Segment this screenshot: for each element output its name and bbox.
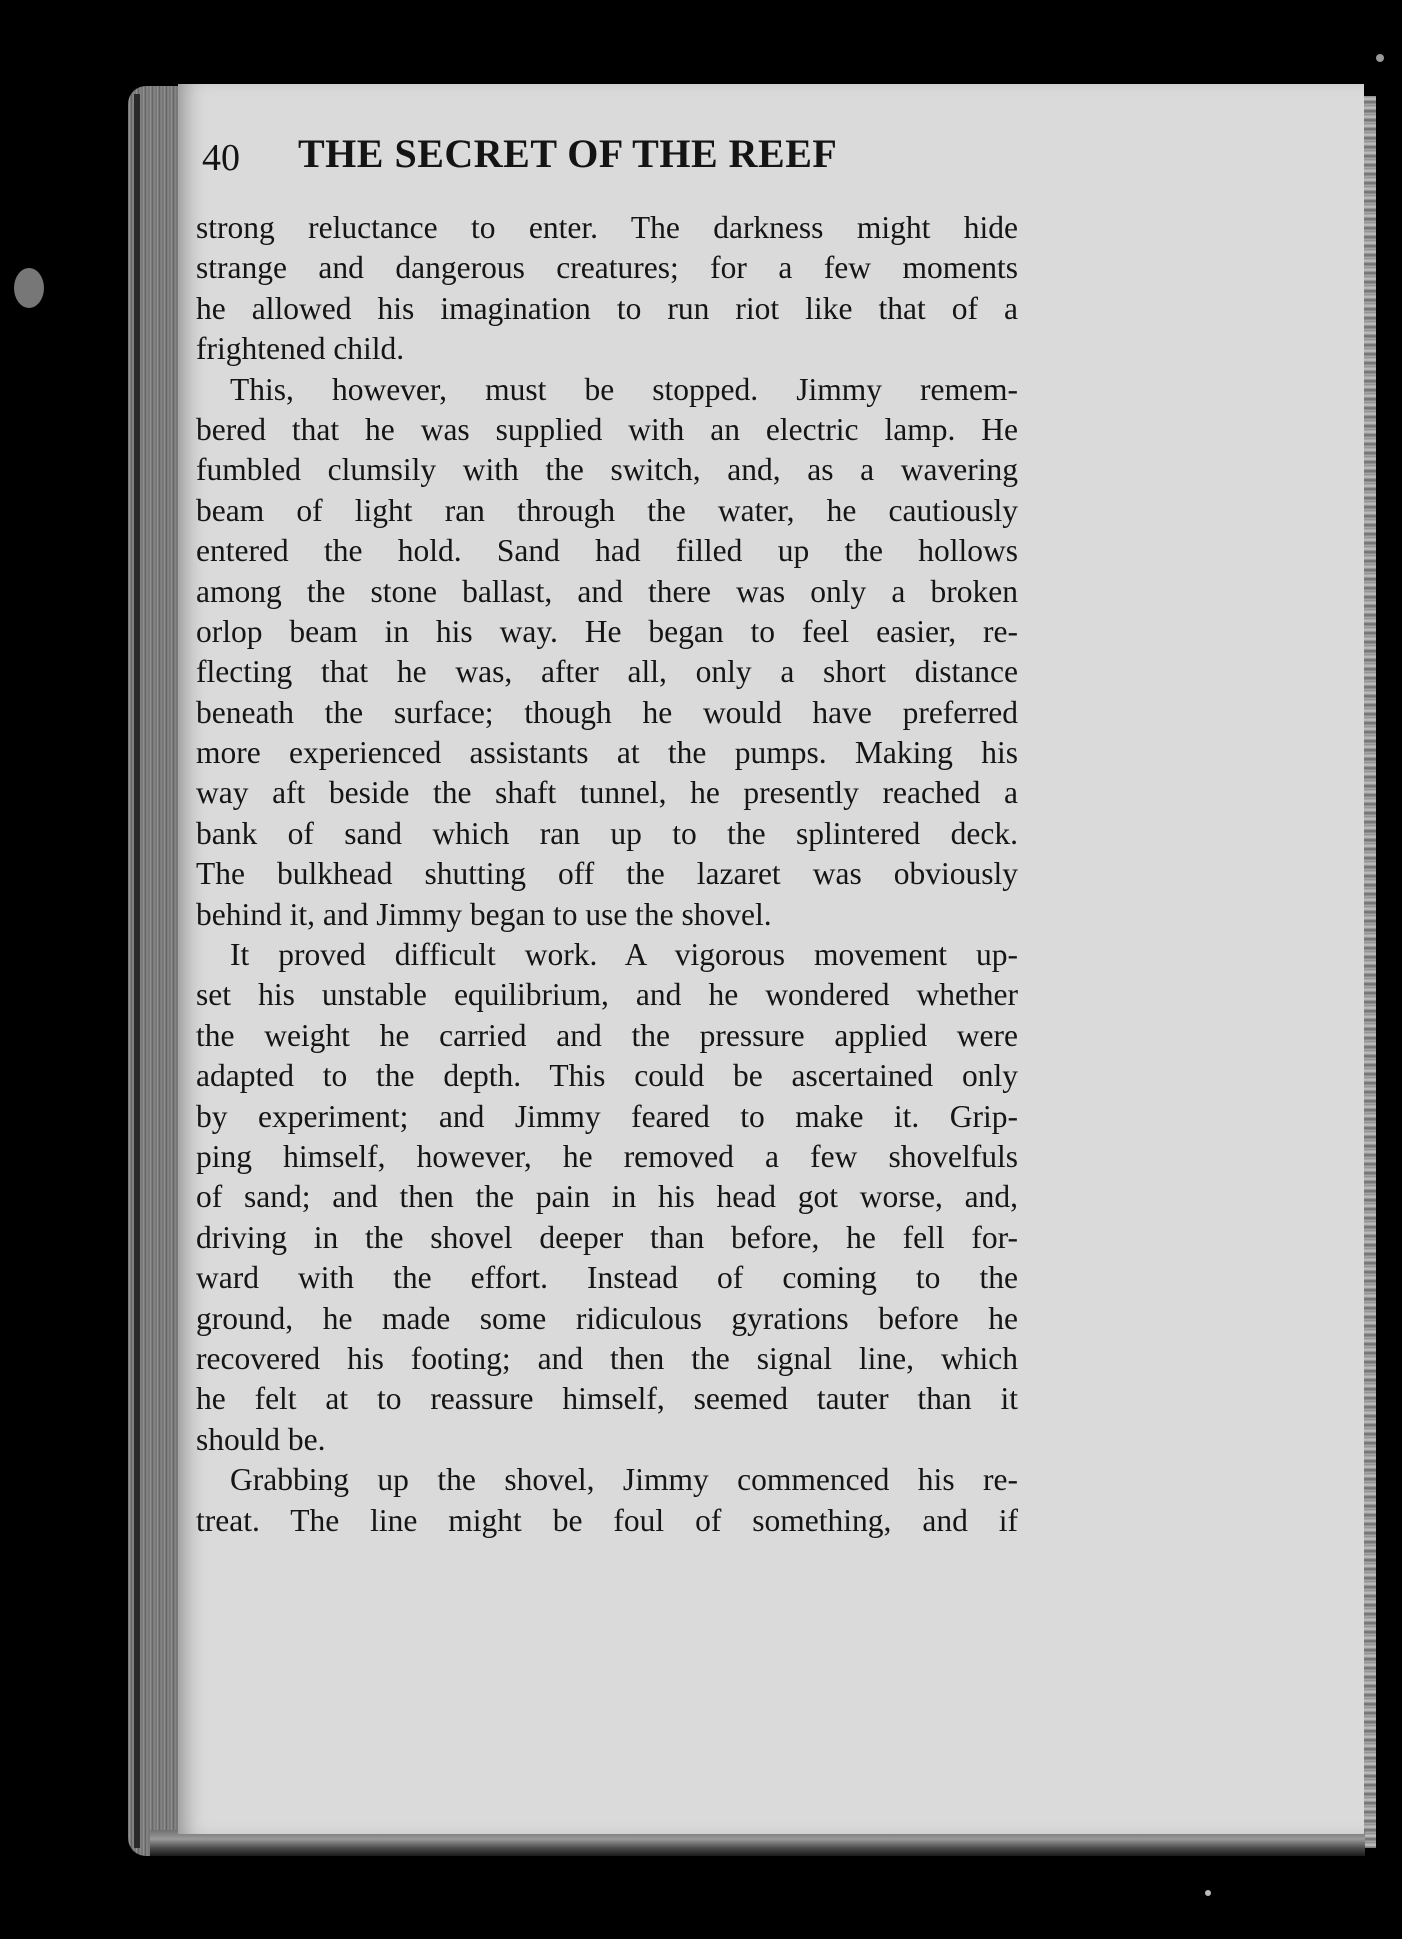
page-number: 40 xyxy=(202,137,240,179)
body-text xyxy=(196,208,1018,1541)
dust-speck xyxy=(1376,54,1384,62)
text-line: orlop beam in his way. He began to feel easier, re- xyxy=(196,613,1018,649)
text-line: flecting that he was, after all, only a short distance xyxy=(196,654,1018,690)
text-line: treat. The line might be foul of something, and if xyxy=(196,1502,1018,1538)
text-line: fumbled clumsily with the switch, and, as a wavering xyxy=(196,452,1018,488)
text-line: frightened child. xyxy=(196,331,405,367)
text-line: ground, he made some ridiculous gyrations before he xyxy=(196,1300,1018,1336)
text-line: beneath the surface; though he would have preferred xyxy=(196,694,1018,730)
text-line: bered that he was supplied with an electric lamp. He xyxy=(196,411,1018,447)
text-line: bank of sand which ran up to the splintered deck. xyxy=(196,815,1018,851)
text-line: driving in the shovel deeper than before, he fell for- xyxy=(196,1219,1018,1255)
text-line: beam of light ran through the water, he cautiously xyxy=(196,492,1018,528)
text-line: he allowed his imagination to run riot like that of a xyxy=(196,290,1018,326)
text-line: by experiment; and Jimmy feared to make it. Grip- xyxy=(196,1098,1018,1134)
page-stack-left-edge xyxy=(128,86,180,1856)
running-head xyxy=(202,126,1022,186)
page-stack-right-edge xyxy=(1362,96,1376,1848)
text-line: Grabbing up the shovel, Jimmy commenced his re- xyxy=(230,1462,1018,1498)
text-line: strange and dangerous creatures; for a few moments xyxy=(196,250,1018,286)
text-line: recovered his footing; and then the signal line, which xyxy=(196,1340,1018,1376)
text-line: behind it, and Jimmy began to use the shovel. xyxy=(196,896,772,932)
dust-speck xyxy=(14,268,44,308)
text-line: ward with the effort. Instead of coming to the xyxy=(196,1260,1018,1296)
text-line: of sand; and then the pain in his head got worse, and, xyxy=(196,1179,1018,1215)
text-line: strong reluctance to enter. The darkness might hide xyxy=(196,210,1018,245)
text-line: the weight he carried and the pressure applied were xyxy=(196,1017,1018,1053)
text-line: he felt at to reassure himself, seemed tauter than it xyxy=(196,1381,1018,1417)
dust-speck xyxy=(1205,1890,1211,1896)
text-line: The bulkhead shutting off the lazaret was obviously xyxy=(196,856,1018,892)
text-line: way aft beside the shaft tunnel, he presently reached a xyxy=(196,775,1018,811)
text-line: entered the hold. Sand had filled up the hollows xyxy=(196,533,1018,569)
text-line: set his unstable equilibrium, and he wondered whether xyxy=(196,977,1018,1013)
text-line: ping himself, however, he removed a few shovelfuls xyxy=(196,1138,1018,1174)
text-line: more experienced assistants at the pumps. Making his xyxy=(196,735,1018,771)
text-line: adapted to the depth. This could be ascertained only xyxy=(196,1058,1018,1094)
book-title: THE SECRET OF THE REEF xyxy=(298,131,838,176)
text-line: This, however, must be stopped. Jimmy remem- xyxy=(230,371,1018,407)
text-line: among the stone ballast, and there was only a broken xyxy=(196,573,1018,609)
text-line: should be. xyxy=(196,1421,326,1457)
text-line: It proved difficult work. A vigorous movement up- xyxy=(230,937,1018,973)
